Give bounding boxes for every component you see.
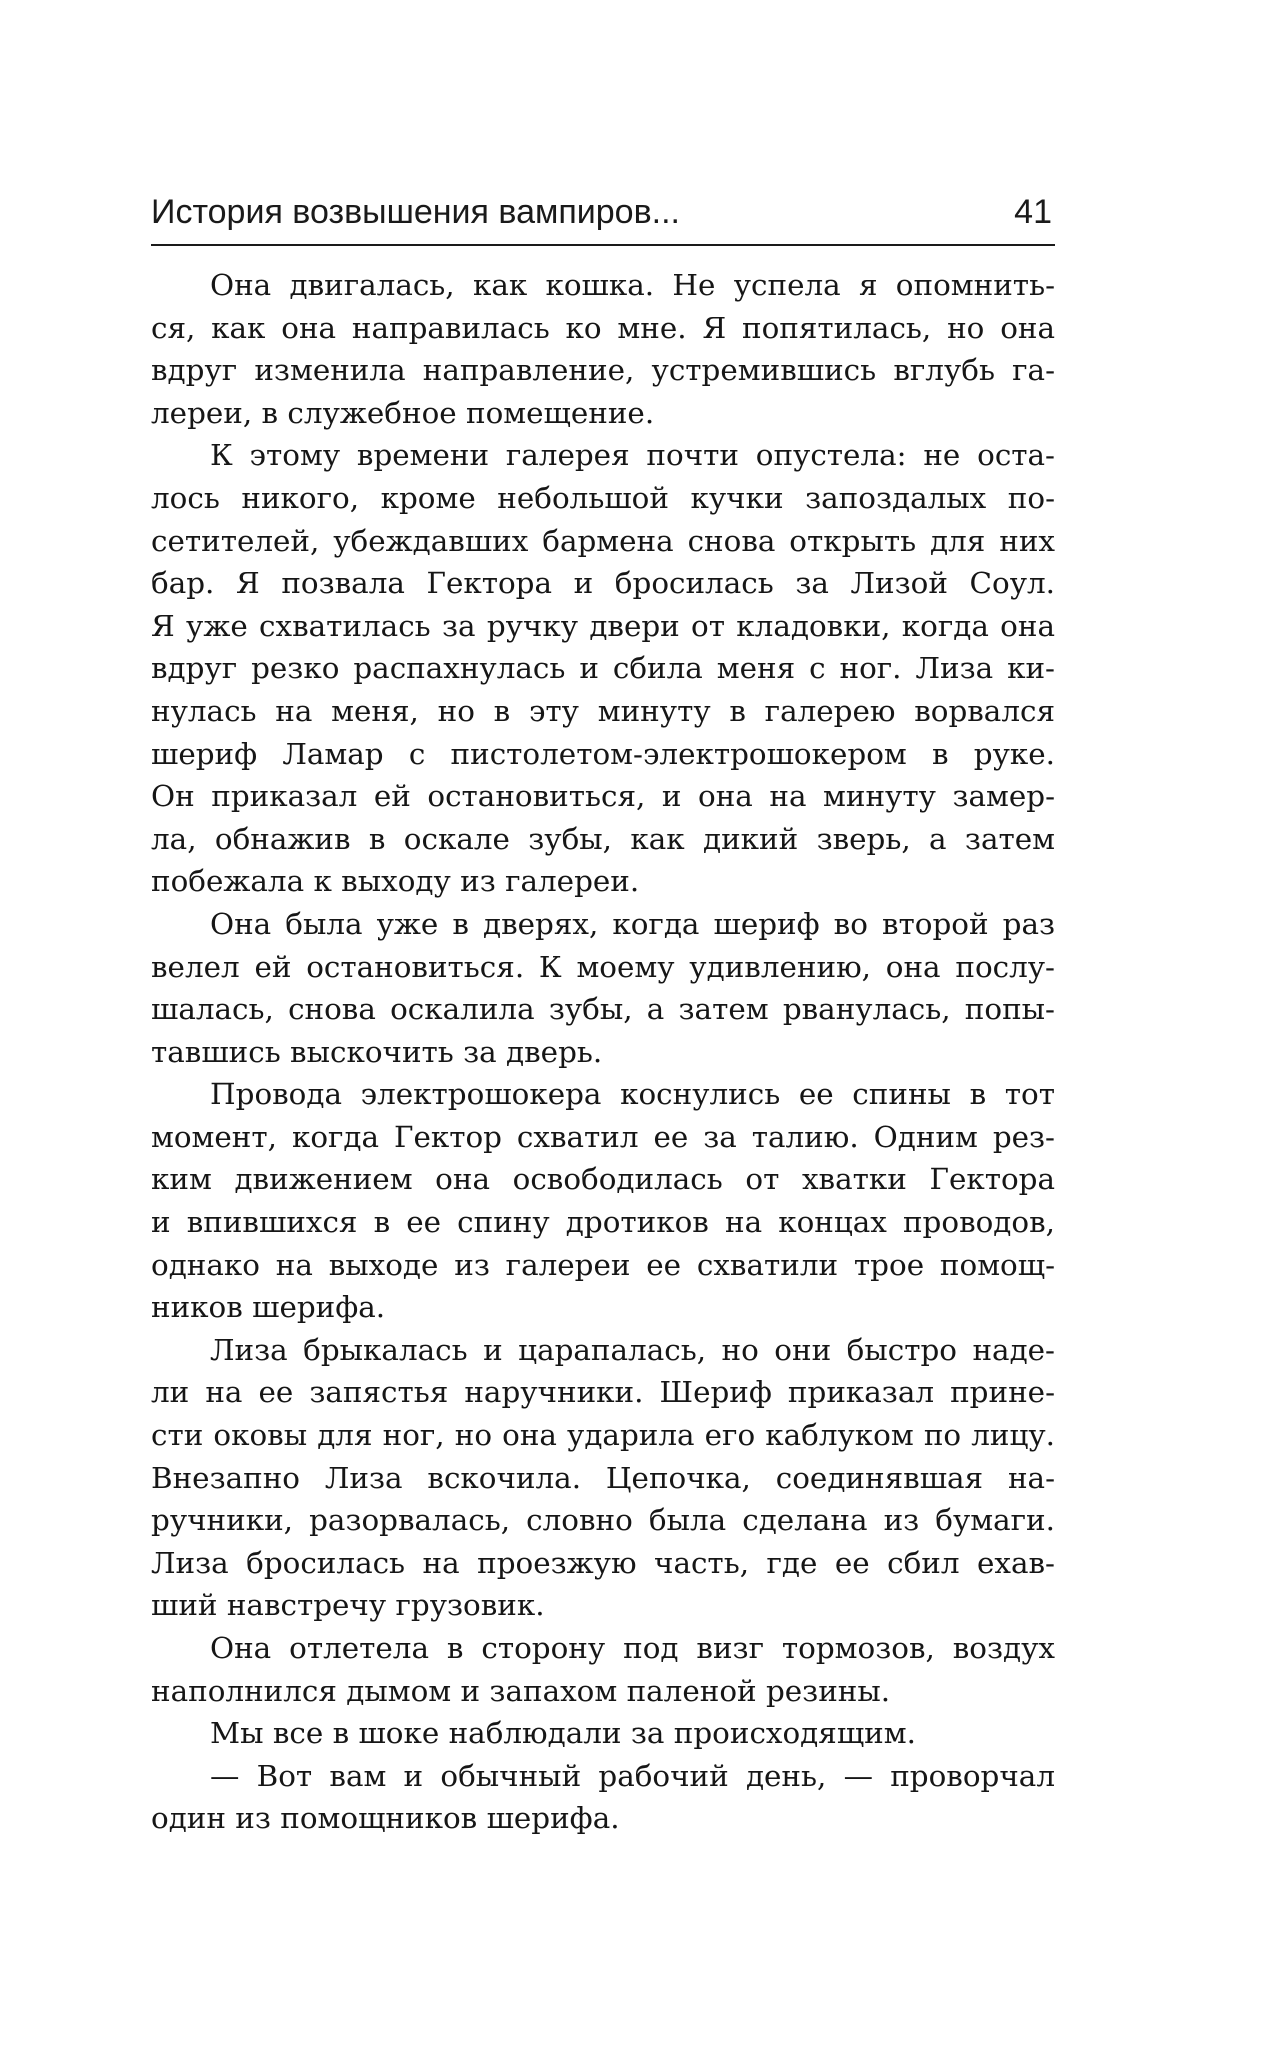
text-line: Он приказал ей остановиться, и она на минуту замер- (151, 779, 1055, 814)
text-line: однако на выходе из галереи ее схватили трое помощ- (151, 1247, 1055, 1282)
book-page (151, 190, 1055, 1840)
text-line: лось никого, кроме небольшой кучки запоздалых по- (151, 480, 1055, 515)
text-line: бар. Я позвала Гектора и бросилась за Лизой Соул. (151, 566, 1055, 601)
text-line: Лиза бросилась на проезжую часть, где ее сбил ехав- (151, 1545, 1055, 1580)
text-line: ла, обнажив в оскале зубы, как дикий зверь, а затем (151, 821, 1055, 856)
text-line: К этому времени галерея почти опустела: не оста- (210, 438, 1055, 473)
body-text (151, 264, 1055, 1840)
text-line: ся, как она направилась ко мне. Я попятилась, но она (151, 310, 1055, 345)
text-line: ший навстречу грузовик. (151, 1588, 545, 1623)
text-line: наполнился дымом и запахом паленой резины. (151, 1673, 891, 1708)
text-line: сти оковы для ног, но она ударила его каблуком по лицу. (151, 1418, 1055, 1453)
text-line: Провода электрошокера коснулись ее спины в тот (210, 1077, 1055, 1112)
text-line: момент, когда Гектор схватил ее за талию. Одним рез- (151, 1119, 1055, 1154)
text-line: ручники, разорвалась, словно была сделана из бумаги. (151, 1503, 1055, 1538)
text-line: один из помощников шерифа. (151, 1801, 620, 1836)
text-line: велел ей остановиться. К моему удивлению, она послу- (151, 949, 1055, 984)
text-line: Мы все в шоке наблюдали за происходящим. (210, 1716, 916, 1751)
text-line: вдруг изменила направление, устремившись вглубь га- (151, 353, 1055, 388)
text-line: шалась, снова оскалила зубы, а затем рванулась, попы- (151, 992, 1055, 1027)
text-line: вдруг резко распахнулась и сбила меня с ног. Лиза ки- (151, 651, 1055, 686)
text-line: нулась на меня, но в эту минуту в галерею ворвался (151, 693, 1055, 728)
text-line: сетителей, убеждавших бармена снова открыть для них (151, 523, 1055, 558)
text-line: Внезапно Лиза вскочила. Цепочка, соединявшая на- (151, 1460, 1055, 1495)
text-line: ли на ее запястья наручники. Шериф приказал прине- (151, 1375, 1055, 1410)
text-line: ников шерифа. (151, 1290, 386, 1325)
running-head (151, 190, 1055, 246)
text-line: лереи, в служебное помещение. (151, 395, 655, 430)
text-line: тавшись выскочить за дверь. (151, 1034, 603, 1069)
text-line: побежала к выходу из галереи. (151, 864, 640, 899)
page-number: 41 (1014, 193, 1052, 231)
text-line: Она двигалась, как кошка. Не успела я опомнить- (210, 268, 1055, 302)
text-line: Лиза брыкалась и царапалась, но они быстро наде- (210, 1332, 1055, 1367)
text-line: и впившихся в ее спину дротиков на концах проводов, (151, 1205, 1055, 1240)
text-line: Я уже схватилась за ручку двери от кладовки, когда она (151, 608, 1055, 643)
text-line: шериф Ламар с пистолетом-электрошокером в руке. (151, 736, 1055, 771)
running-head-title: История возвышения вампиров... (151, 193, 680, 231)
text-line: — Вот вам и обычный рабочий день, — проворчал (210, 1758, 1055, 1793)
text-line: ким движением она освободилась от хватки Гектора (151, 1162, 1055, 1197)
text-line: Она была уже в дверях, когда шериф во второй раз (210, 906, 1055, 941)
text-line: Она отлетела в сторону под визг тормозов, воздух (210, 1631, 1055, 1665)
